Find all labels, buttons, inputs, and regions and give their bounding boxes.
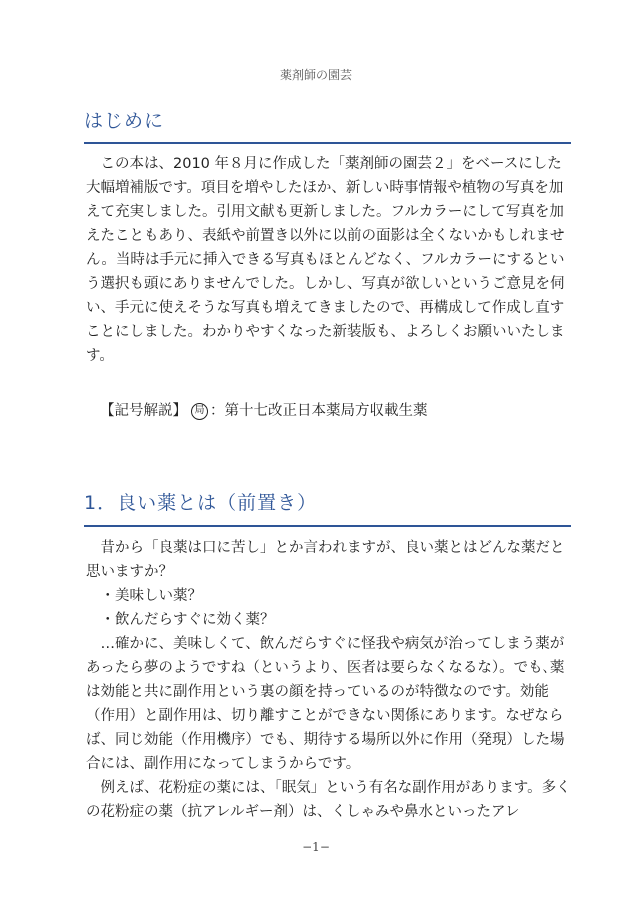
intro-paragraph-block bbox=[86, 152, 574, 368]
intro-paragraph: この本は、2010 年８月に作成した「薬剤師の園芸２」をベースにした大幅増補版です。項目を増やしたほか、新しい時事情報や植物の写真を加えて充実しました。引用文献も更新しました。フルカラーにして写真を加えたこともあり、表紙や前置き以外に以前の面影は全くないかもしれません。当時は手元に挿入できる写真もほとんどなく、フルカラーにするという選択も頭にありませんでした。しかし、写真が欲しいというご意見を伺い、手元に使えそうな写真も増えてきましたので、再構成して作成し直すことにしました。わかりやすくなった新装版も、よろしくお願いいたします。 bbox=[86, 156, 565, 364]
section1-example: 例えば、花粉症の薬には、「眠気」という有名な副作用があります。多くの花粉症の薬（抗アレルギー剤）は、くしゃみや鼻水といったアレ bbox=[86, 780, 571, 820]
legend-label: 【記号解説】 bbox=[100, 403, 187, 419]
symbol-legend bbox=[100, 399, 428, 423]
section1-lead: 昔から「良薬は口に苦し」とか言われますが、良い薬とはどんな薬だと思いますか？ bbox=[86, 540, 565, 580]
intro-heading-rule bbox=[84, 142, 571, 144]
running-header: 薬剤師の園芸 bbox=[279, 68, 352, 82]
bullet-item: ・美味しい薬？ bbox=[100, 588, 202, 604]
section1-paragraph: …確かに、美味しくて、飲んだらすぐに怪我や病気が治ってしまう薬があったら夢のようですね（というより、医者は要らなくなるな）。でも､薬は効能と共に副作用という裏の顔を持っているのが特徴なのです。効能（作用）と副作用は、切り離すことができない関係にあります。なぜならば、同じ効能（作用機序）でも、期待する場所以外に作用（発現）した場合には、副作用になってしまうからです。 bbox=[86, 636, 565, 772]
page-number: −1− bbox=[302, 840, 330, 854]
pharmacopoeia-mark-icon: 局 bbox=[191, 403, 208, 420]
section1-heading-rule bbox=[84, 525, 571, 527]
section1-body bbox=[86, 536, 574, 824]
legend-description: ：第十七改正日本薬局方収載生薬 bbox=[210, 403, 428, 419]
bullet-item: ・飲んだらすぐに効く薬？ bbox=[100, 612, 275, 628]
intro-heading: はじめに bbox=[84, 110, 165, 132]
section1-heading: 1．良い薬とは（前置き） bbox=[84, 492, 318, 514]
